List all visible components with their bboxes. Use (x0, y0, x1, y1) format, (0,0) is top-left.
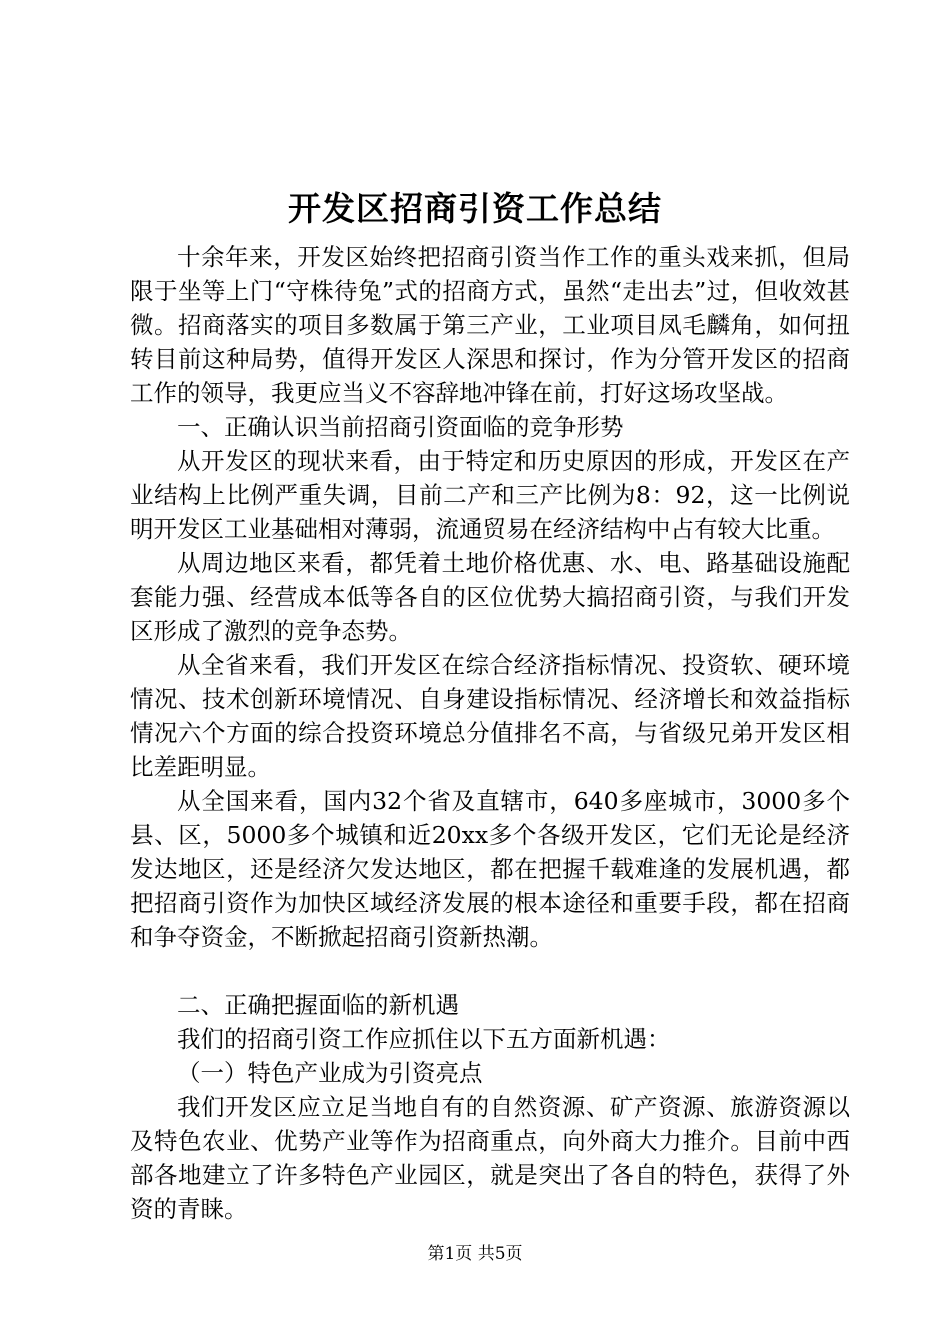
page-footer: 第1页 共5页 (427, 1244, 523, 1264)
section-heading-1: 一、正确认识当前招商引资面临的竞争形势 (177, 413, 624, 441)
paragraph-current-status: 从开发区的现状来看，由于特定和历史原因的形成，开发区在产业结构上比例严重失调，目前二产和三产比例为8：92，这一比例说明开发区工业基础相对薄弱，流通贸易在经济结构中占有较大比重。 (130, 447, 850, 543)
paragraph-province: 从全省来看，我们开发区在综合经济指标情况、投资软、硬环境情况、技术创新环境情况、自身建设指标情况、经济增长和效益指标情况六个方面的综合投资环境总分值排名不高，与省级兄弟开发区相比差距明显。 (130, 651, 850, 781)
document-title: 开发区招商引资工作总结 (288, 189, 662, 228)
paragraph-featured-industries: 我们开发区应立足当地自有的自然资源、矿产资源、旅游资源以及特色农业、优势产业等作为招商重点，向外商大力推介。目前中西部各地建立了许多特色产业园区，就是突出了各自的特色，获得了外资的青睐。 (130, 1093, 850, 1223)
paragraph-five-opportunities: 我们的招商引资工作应抓住以下五方面新机遇： (177, 1025, 671, 1053)
paragraph-surrounding-areas: 从周边地区来看，都凭着土地价格优惠、水、电、路基础设施配套能力强、经营成本低等各自的区位优势大搞招商引资，与我们开发区形成了激烈的竞争态势。 (130, 549, 850, 645)
section-heading-2: 二、正确把握面临的新机遇 (177, 991, 459, 1019)
subsection-heading-1: （一）特色产业成为引资亮点 (177, 1059, 483, 1087)
blank-line (130, 954, 850, 988)
document-body (130, 240, 850, 1226)
paragraph-nation: 从全国来看，国内32个省及直辖市，640多座城市，3000多个县、区，5000多个城镇和近20xx多个各级开发区，它们无论是经济发达地区，还是经济欠发达地区，都在把握千载难逢的发展机遇，都把招商引资作为加快区域经济发展的根本途径和重要手段，都在招商和争夺资金，不断掀起招商引资新热潮。 (130, 787, 850, 951)
paragraph-intro: 十余年来，开发区始终把招商引资当作工作的重头戏来抓，但局限于坐等上门“守株待兔”式的招商方式，虽然“走出去”过，但收效甚微。招商落实的项目多数属于第三产业，工业项目凤毛麟角，如何扭转目前这种局势，值得开发区人深思和探讨，作为分管开发区的招商工作的领导，我更应当义不容辞地冲锋在前，打好这场攻坚战。 (130, 243, 850, 407)
